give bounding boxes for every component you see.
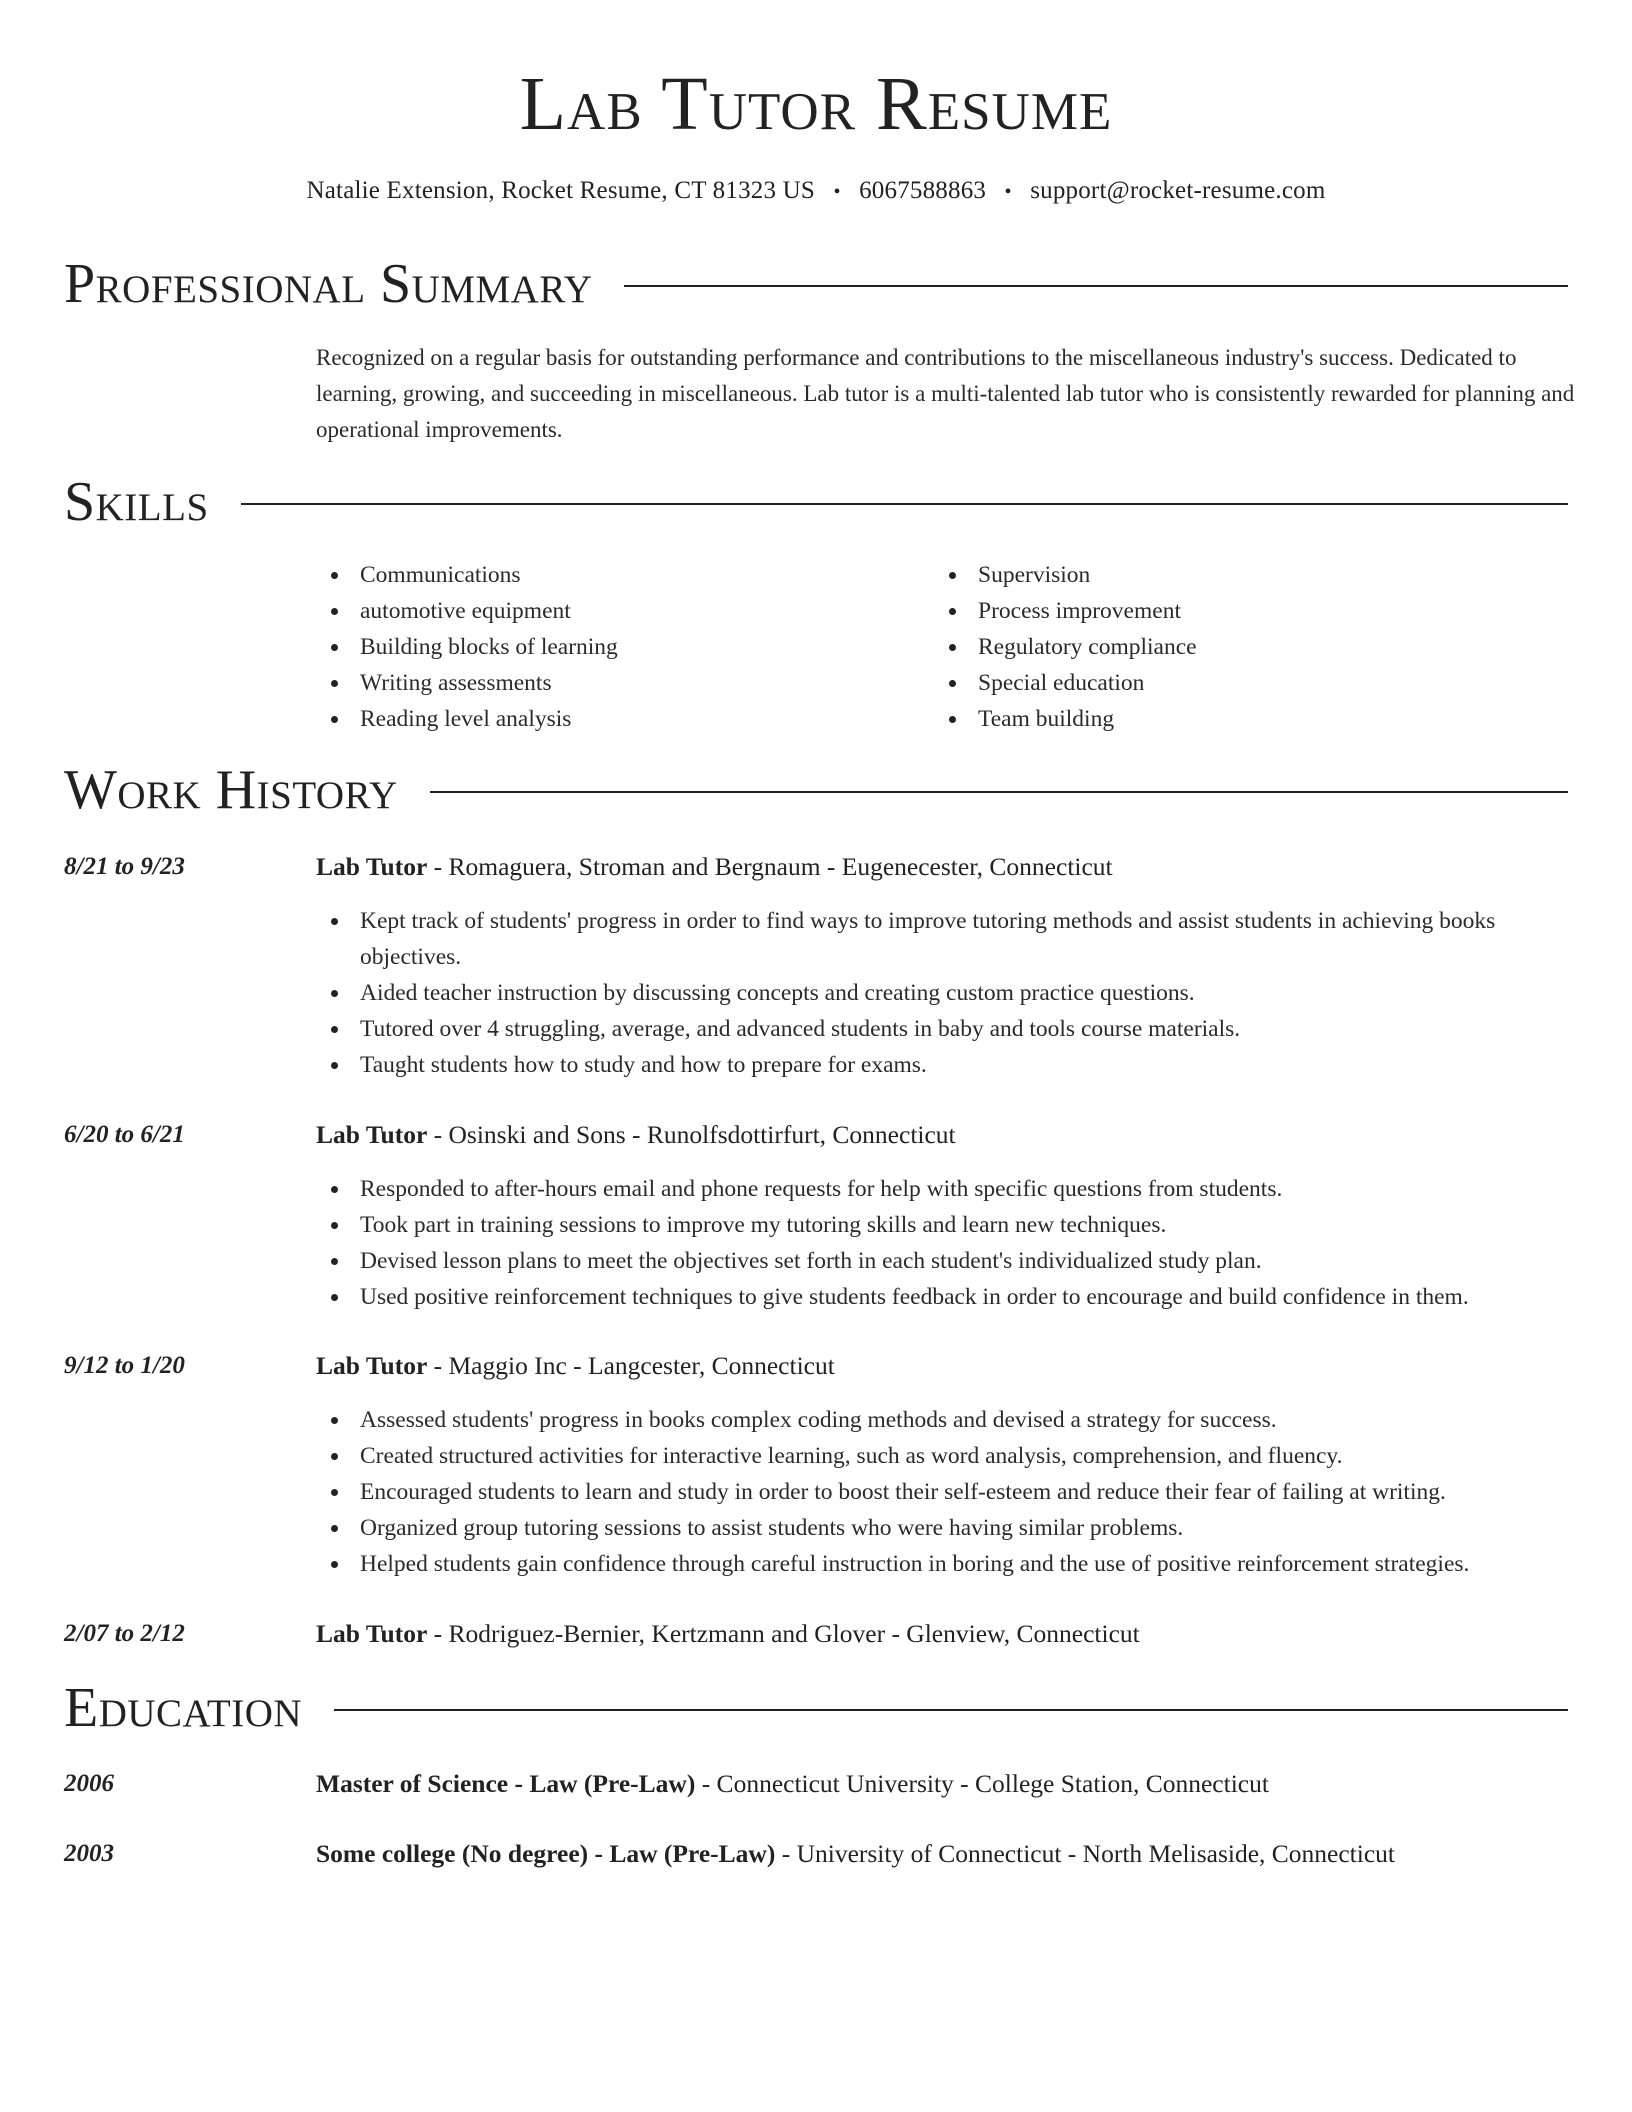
job-heading	[316, 1119, 956, 1151]
job-bullet: Created structured activities for interactive learning, such as word analysis, comprehension, and fluency.	[316, 1438, 1574, 1474]
job-bullet-list	[316, 903, 1574, 1083]
job-employer: - Rodriguez-Bernier, Kertzmann and Glover - Glenview, Connecticut	[427, 1619, 1140, 1648]
job-dates: 6/20 to 6/21	[64, 1121, 185, 1148]
education-school: - University of Connecticut - North Melisaside, Connecticut	[775, 1839, 1395, 1868]
job-employer: - Osinski and Sons - Runolfsdottirfurt, Connecticut	[427, 1120, 956, 1149]
job-dates: 2/07 to 2/12	[64, 1620, 185, 1647]
education-heading: Education	[64, 1677, 303, 1739]
education-degree: Master of Science - Law (Pre-Law)	[316, 1769, 696, 1798]
contact-line	[0, 175, 1632, 208]
education-school: - Connecticut University - College Station, Connecticut	[695, 1769, 1269, 1798]
section-divider	[430, 791, 1568, 793]
skill-item: automotive equipment	[316, 593, 876, 629]
job-employer: - Maggio Inc - Langcester, Connecticut	[427, 1351, 835, 1380]
job-bullet: Taught students how to study and how to prepare for exams.	[316, 1047, 1574, 1083]
job-title: Lab Tutor	[316, 1351, 428, 1380]
summary-heading: Professional Summary	[64, 253, 593, 315]
skills-section-header	[64, 470, 1568, 534]
job-heading	[316, 1350, 835, 1382]
education-entry	[316, 1768, 1269, 1800]
contact-email: support@rocket-resume.com	[1030, 177, 1326, 204]
job-bullet: Tutored over 4 struggling, average, and advanced students in baby and tools course materials.	[316, 1011, 1574, 1047]
job-bullet: Devised lesson plans to meet the objectives set forth in each student's individualized study plan.	[316, 1243, 1574, 1279]
job-employer: - Romaguera, Stroman and Bergnaum - Eugenecester, Connecticut	[427, 852, 1113, 881]
job-bullet: Kept track of students' progress in order to find ways to improve tutoring methods and assist students in achieving books objectives.	[316, 903, 1574, 975]
contact-separator: •	[833, 181, 841, 203]
job-bullet-list	[316, 1402, 1574, 1582]
job-title: Lab Tutor	[316, 1619, 428, 1648]
skills-list-left	[316, 557, 876, 737]
skill-item: Building blocks of learning	[316, 629, 876, 665]
job-title: Lab Tutor	[316, 1120, 428, 1149]
work-heading: Work History	[64, 759, 398, 821]
resume-title: Lab Tutor Resume	[519, 62, 1113, 146]
skill-item: Communications	[316, 557, 876, 593]
skill-item: Team building	[934, 701, 1494, 737]
job-heading	[316, 1618, 1140, 1650]
job-dates: 8/21 to 9/23	[64, 853, 185, 880]
skills-list-right	[934, 557, 1494, 737]
job-bullet: Aided teacher instruction by discussing concepts and creating custom practice questions.	[316, 975, 1574, 1011]
job-bullet: Encouraged students to learn and study in order to boost their self-esteem and reduce their fear of failing at writing.	[316, 1474, 1574, 1510]
education-entry	[316, 1838, 1395, 1870]
section-divider	[624, 285, 1568, 287]
job-bullet: Organized group tutoring sessions to assist students who were having similar problems.	[316, 1510, 1574, 1546]
education-section-header	[64, 1676, 1568, 1740]
job-dates: 9/12 to 1/20	[64, 1352, 185, 1379]
skill-item: Writing assessments	[316, 665, 876, 701]
summary-section-header	[64, 252, 1568, 316]
job-bullet: Helped students gain confidence through careful instruction in boring and the use of positive reinforcement strategies.	[316, 1546, 1574, 1582]
education-year: 2003	[64, 1840, 114, 1867]
work-section-header	[64, 758, 1568, 822]
education-degree: Some college (No degree) - Law (Pre-Law)	[316, 1839, 776, 1868]
contact-address: Natalie Extension, Rocket Resume, CT 81323 US	[306, 177, 815, 204]
skill-item: Process improvement	[934, 593, 1494, 629]
skill-item: Reading level analysis	[316, 701, 876, 737]
job-bullet-list	[316, 1171, 1574, 1315]
job-bullet: Assessed students' progress in books complex coding methods and devised a strategy for success.	[316, 1402, 1574, 1438]
contact-separator: •	[1004, 181, 1012, 203]
skill-item: Special education	[934, 665, 1494, 701]
contact-phone: 6067588863	[859, 177, 987, 204]
section-divider	[334, 1709, 1568, 1711]
skills-heading: Skills	[64, 471, 209, 533]
summary-text: Recognized on a regular basis for outstanding performance and contributions to the miscellaneous industry's success. Dedicated to learning, growing, and succeeding in miscellaneous. Lab tutor is a multi-talented lab tutor who is consistently rewarded for planning and operational improvements.	[316, 345, 1575, 442]
skill-item: Supervision	[934, 557, 1494, 593]
skill-item: Regulatory compliance	[934, 629, 1494, 665]
job-bullet: Took part in training sessions to improve my tutoring skills and learn new techniques.	[316, 1207, 1574, 1243]
job-title: Lab Tutor	[316, 852, 428, 881]
section-divider	[241, 503, 1568, 505]
education-year: 2006	[64, 1770, 114, 1797]
job-heading	[316, 851, 1113, 883]
job-bullet: Responded to after-hours email and phone requests for help with specific questions from students.	[316, 1171, 1574, 1207]
job-bullet: Used positive reinforcement techniques to give students feedback in order to encourage and build confidence in them.	[316, 1279, 1574, 1315]
